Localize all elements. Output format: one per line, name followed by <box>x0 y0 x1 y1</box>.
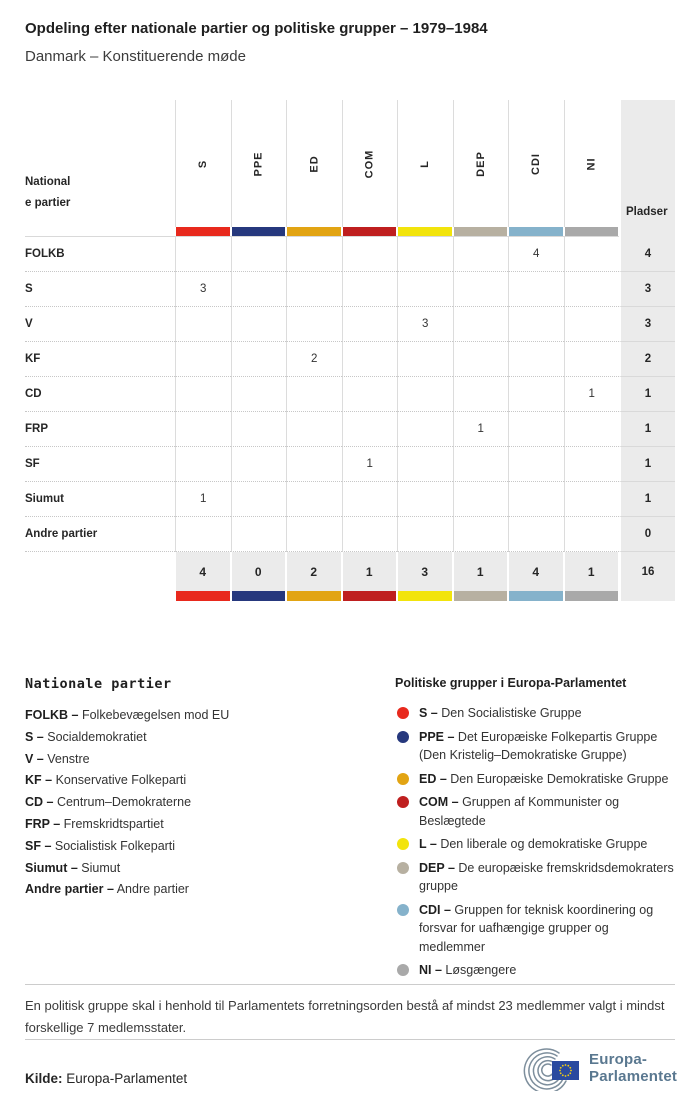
group-color-dot <box>397 964 409 976</box>
table-cell <box>397 412 453 447</box>
table-cell <box>564 447 620 482</box>
row-label-frp: FRP <box>25 412 175 447</box>
group-color-bar <box>175 227 231 237</box>
table-cell <box>342 237 398 272</box>
seats-cell: 1 <box>619 447 675 482</box>
color-bar-ppe <box>232 227 286 236</box>
table-cell <box>453 482 509 517</box>
table-cell <box>342 412 398 447</box>
group-color-dot <box>397 796 409 808</box>
table-cell <box>453 447 509 482</box>
table-cell <box>286 412 342 447</box>
group-color-dot <box>397 838 409 850</box>
seats-table <box>25 100 675 601</box>
table-cell: 1 <box>453 412 509 447</box>
table-cell <box>453 377 509 412</box>
group-color-bar <box>453 591 509 601</box>
table-cell <box>231 377 287 412</box>
total-cell: 4 <box>508 552 564 591</box>
color-bar-l <box>398 591 452 601</box>
total-cell: 1 <box>564 552 620 591</box>
table-cell <box>175 412 231 447</box>
table-cell <box>175 237 231 272</box>
group-color-bar <box>286 227 342 237</box>
group-color-bar <box>342 227 398 237</box>
list-item: SF – Socialistisk Folkeparti <box>25 838 176 853</box>
total-cell: 0 <box>231 552 287 591</box>
list-item: Siumut – Siumut <box>25 860 121 875</box>
group-color-dot <box>397 731 409 743</box>
group-color-dot <box>397 904 409 916</box>
table-cell <box>286 377 342 412</box>
table-cell <box>231 237 287 272</box>
table-cell <box>286 517 342 552</box>
table-cell <box>286 307 342 342</box>
seats-header-spacer <box>619 227 675 237</box>
group-color-bar <box>286 591 342 601</box>
table-cell <box>453 307 509 342</box>
footnote: En politisk gruppe skal i henhold til Parlamentets forretningsorden bestå af mindst 23 medlemmer valgt i mindst forskellige 7 medlemsstater. <box>25 998 665 1035</box>
table-cell <box>564 412 620 447</box>
group-color-bar <box>175 591 231 601</box>
row-label-cd: CD <box>25 377 175 412</box>
column-header-dep: DEP <box>453 100 509 227</box>
table-cell <box>453 272 509 307</box>
group-color-bar <box>508 227 564 237</box>
color-bar-l <box>398 227 452 236</box>
table-cell <box>397 482 453 517</box>
row-label-sf: SF <box>25 447 175 482</box>
table-cell <box>231 342 287 377</box>
totals-row-spacer <box>25 552 175 591</box>
row-header-line1: National <box>25 176 71 188</box>
table-cell <box>508 412 564 447</box>
row-label-andre-partier: Andre partier <box>25 517 175 552</box>
seats-cell: 1 <box>619 377 675 412</box>
color-bar-ppe <box>232 591 286 601</box>
table-cell <box>342 272 398 307</box>
page-title: Opdeling efter nationale partier og politiske grupper – 1979–1984 <box>25 20 488 37</box>
table-cell <box>508 307 564 342</box>
table-cell <box>286 237 342 272</box>
list-item: KF – Konservative Folkeparti <box>25 773 187 788</box>
grand-total-cell: 16 <box>619 552 675 591</box>
table-cell <box>342 517 398 552</box>
divider <box>25 1039 675 1040</box>
table-cell <box>564 482 620 517</box>
color-bar-ni <box>565 591 619 601</box>
list-item: FOLKB – Folkebevægelsen mod EU <box>25 708 230 722</box>
table-cell <box>508 272 564 307</box>
total-cell: 1 <box>342 552 398 591</box>
list-item: Andre partier – Andre partier <box>25 882 189 897</box>
row-label-s: S <box>25 272 175 307</box>
table-cell <box>175 342 231 377</box>
table-cell <box>508 517 564 552</box>
list-item: V – Venstre <box>25 751 90 766</box>
color-bar-s <box>176 227 230 236</box>
table-cell <box>508 447 564 482</box>
color-bar-s <box>176 591 230 601</box>
ep-hemicycle-icon <box>514 1045 582 1091</box>
color-bar-cdi <box>509 591 563 601</box>
legend-national-parties <box>25 676 375 901</box>
seats-cell: 3 <box>619 272 675 307</box>
ep-logo <box>514 1045 677 1091</box>
table-cell <box>175 377 231 412</box>
group-color-bar <box>397 227 453 237</box>
column-header-ed: ED <box>286 100 342 227</box>
row-label-v: V <box>25 307 175 342</box>
group-color-dot <box>397 707 409 719</box>
list-item: FRP – Fremskridtspartiet <box>25 816 164 831</box>
list-item: ED – Den Europæiske Demokratiske Gruppe <box>395 770 687 789</box>
table-cell: 1 <box>564 377 620 412</box>
table-cell <box>231 482 287 517</box>
table-cell <box>286 482 342 517</box>
table-cell: 1 <box>342 447 398 482</box>
group-color-dot <box>397 862 409 874</box>
table-cell: 3 <box>175 272 231 307</box>
table-cell <box>564 517 620 552</box>
column-header-com: COM <box>342 100 398 227</box>
color-bar-dep <box>454 591 508 601</box>
legend-groups-heading: Politiske grupper i Europa-Parlamentet <box>395 676 627 690</box>
table-cell <box>453 237 509 272</box>
seats-cell: 4 <box>619 237 675 272</box>
table-cell <box>508 482 564 517</box>
seats-cell: 3 <box>619 307 675 342</box>
table-cell <box>231 447 287 482</box>
table-cell <box>564 342 620 377</box>
row-header-line2: e partier <box>25 197 71 209</box>
group-color-bar <box>231 227 287 237</box>
list-item: DEP – De europæiske fremskridsdemokraters gruppe <box>395 859 687 896</box>
table-cell <box>342 377 398 412</box>
divider <box>25 984 675 985</box>
seats-cell: 0 <box>619 517 675 552</box>
table-cell <box>564 272 620 307</box>
table-cell <box>231 517 287 552</box>
total-cell: 2 <box>286 552 342 591</box>
table-cell <box>342 342 398 377</box>
table-cell: 4 <box>508 237 564 272</box>
column-header-l: L <box>397 100 453 227</box>
ep-logo-text: Europa- Parlamentet <box>589 1051 678 1085</box>
seats-cell: 1 <box>619 412 675 447</box>
color-bar-ed <box>287 591 341 601</box>
table-cell <box>342 307 398 342</box>
list-item: NI – Løsgængere <box>395 961 687 980</box>
group-color-bar <box>397 591 453 601</box>
source-value: Europa-Parlamentet <box>62 1071 188 1086</box>
source-label: Kilde: <box>25 1071 63 1086</box>
total-cell: 1 <box>453 552 509 591</box>
table-cell: 3 <box>397 307 453 342</box>
color-bar-cdi <box>509 227 563 236</box>
table-cell <box>342 482 398 517</box>
source-line <box>25 1071 187 1086</box>
list-item: S – Socialdemokratiet <box>25 729 147 744</box>
list-item: COM – Gruppen af Kommunister og Beslægtede <box>395 793 687 830</box>
seats-cell: 2 <box>619 342 675 377</box>
table-cell <box>286 447 342 482</box>
page-subtitle: Danmark – Konstituerende møde <box>25 48 246 65</box>
table-cell: 2 <box>286 342 342 377</box>
list-item: CD – Centrum–Demokraterne <box>25 795 192 810</box>
bottom-bar-spacer <box>25 591 175 601</box>
list-item: CDI – Gruppen for teknisk koordinering og forsvar for uafhængige grupper og medlemmer <box>395 901 687 957</box>
group-color-dot <box>397 773 409 785</box>
table-cell <box>175 447 231 482</box>
list-item: S – Den Socialistiske Gruppe <box>395 704 687 723</box>
column-header-ppe: PPE <box>231 100 287 227</box>
table-cell <box>231 412 287 447</box>
color-bar-com <box>343 591 397 601</box>
seats-column-header: Pladser <box>619 100 675 227</box>
table-cell <box>231 272 287 307</box>
color-bar-ed <box>287 227 341 236</box>
list-item: L – Den liberale og demokratiske Gruppe <box>395 835 687 854</box>
table-cell <box>397 517 453 552</box>
group-color-bar <box>564 227 620 237</box>
row-label-kf: KF <box>25 342 175 377</box>
group-color-bar <box>453 227 509 237</box>
color-bar-com <box>343 227 397 236</box>
table-cell <box>453 342 509 377</box>
table-cell <box>564 237 620 272</box>
row-label-folkb: FOLKB <box>25 237 175 272</box>
table-cell <box>508 342 564 377</box>
eu-flag-icon <box>552 1061 579 1080</box>
list-item: PPE – Det Europæiske Folkepartis Gruppe (Den Kristelig–Demokratiske Gruppe) <box>395 728 687 765</box>
total-cell: 4 <box>175 552 231 591</box>
table-cell <box>397 447 453 482</box>
table-cell <box>286 272 342 307</box>
table-cell <box>175 307 231 342</box>
group-color-bar <box>508 591 564 601</box>
legend-national-heading: Nationale partier <box>25 676 172 692</box>
group-color-bar <box>231 591 287 601</box>
group-color-bar <box>342 591 398 601</box>
color-bar-dep <box>454 227 508 236</box>
legend-political-groups <box>395 676 687 985</box>
table-cell <box>453 517 509 552</box>
table-cell <box>397 272 453 307</box>
table-cell <box>564 307 620 342</box>
table-cell <box>397 377 453 412</box>
table-cell <box>231 307 287 342</box>
seats-footer-spacer <box>619 591 675 601</box>
table-cell <box>397 342 453 377</box>
table-cell <box>397 237 453 272</box>
table-cell <box>508 377 564 412</box>
seats-cell: 1 <box>619 482 675 517</box>
row-header-label <box>25 100 175 227</box>
header-bar-spacer <box>25 227 175 237</box>
column-header-ni: NI <box>564 100 620 227</box>
table-cell: 1 <box>175 482 231 517</box>
column-header-cdi: CDI <box>508 100 564 227</box>
table-cell <box>175 517 231 552</box>
column-header-s: S <box>175 100 231 227</box>
row-label-siumut: Siumut <box>25 482 175 517</box>
color-bar-ni <box>565 227 619 236</box>
total-cell: 3 <box>397 552 453 591</box>
group-color-bar <box>564 591 620 601</box>
